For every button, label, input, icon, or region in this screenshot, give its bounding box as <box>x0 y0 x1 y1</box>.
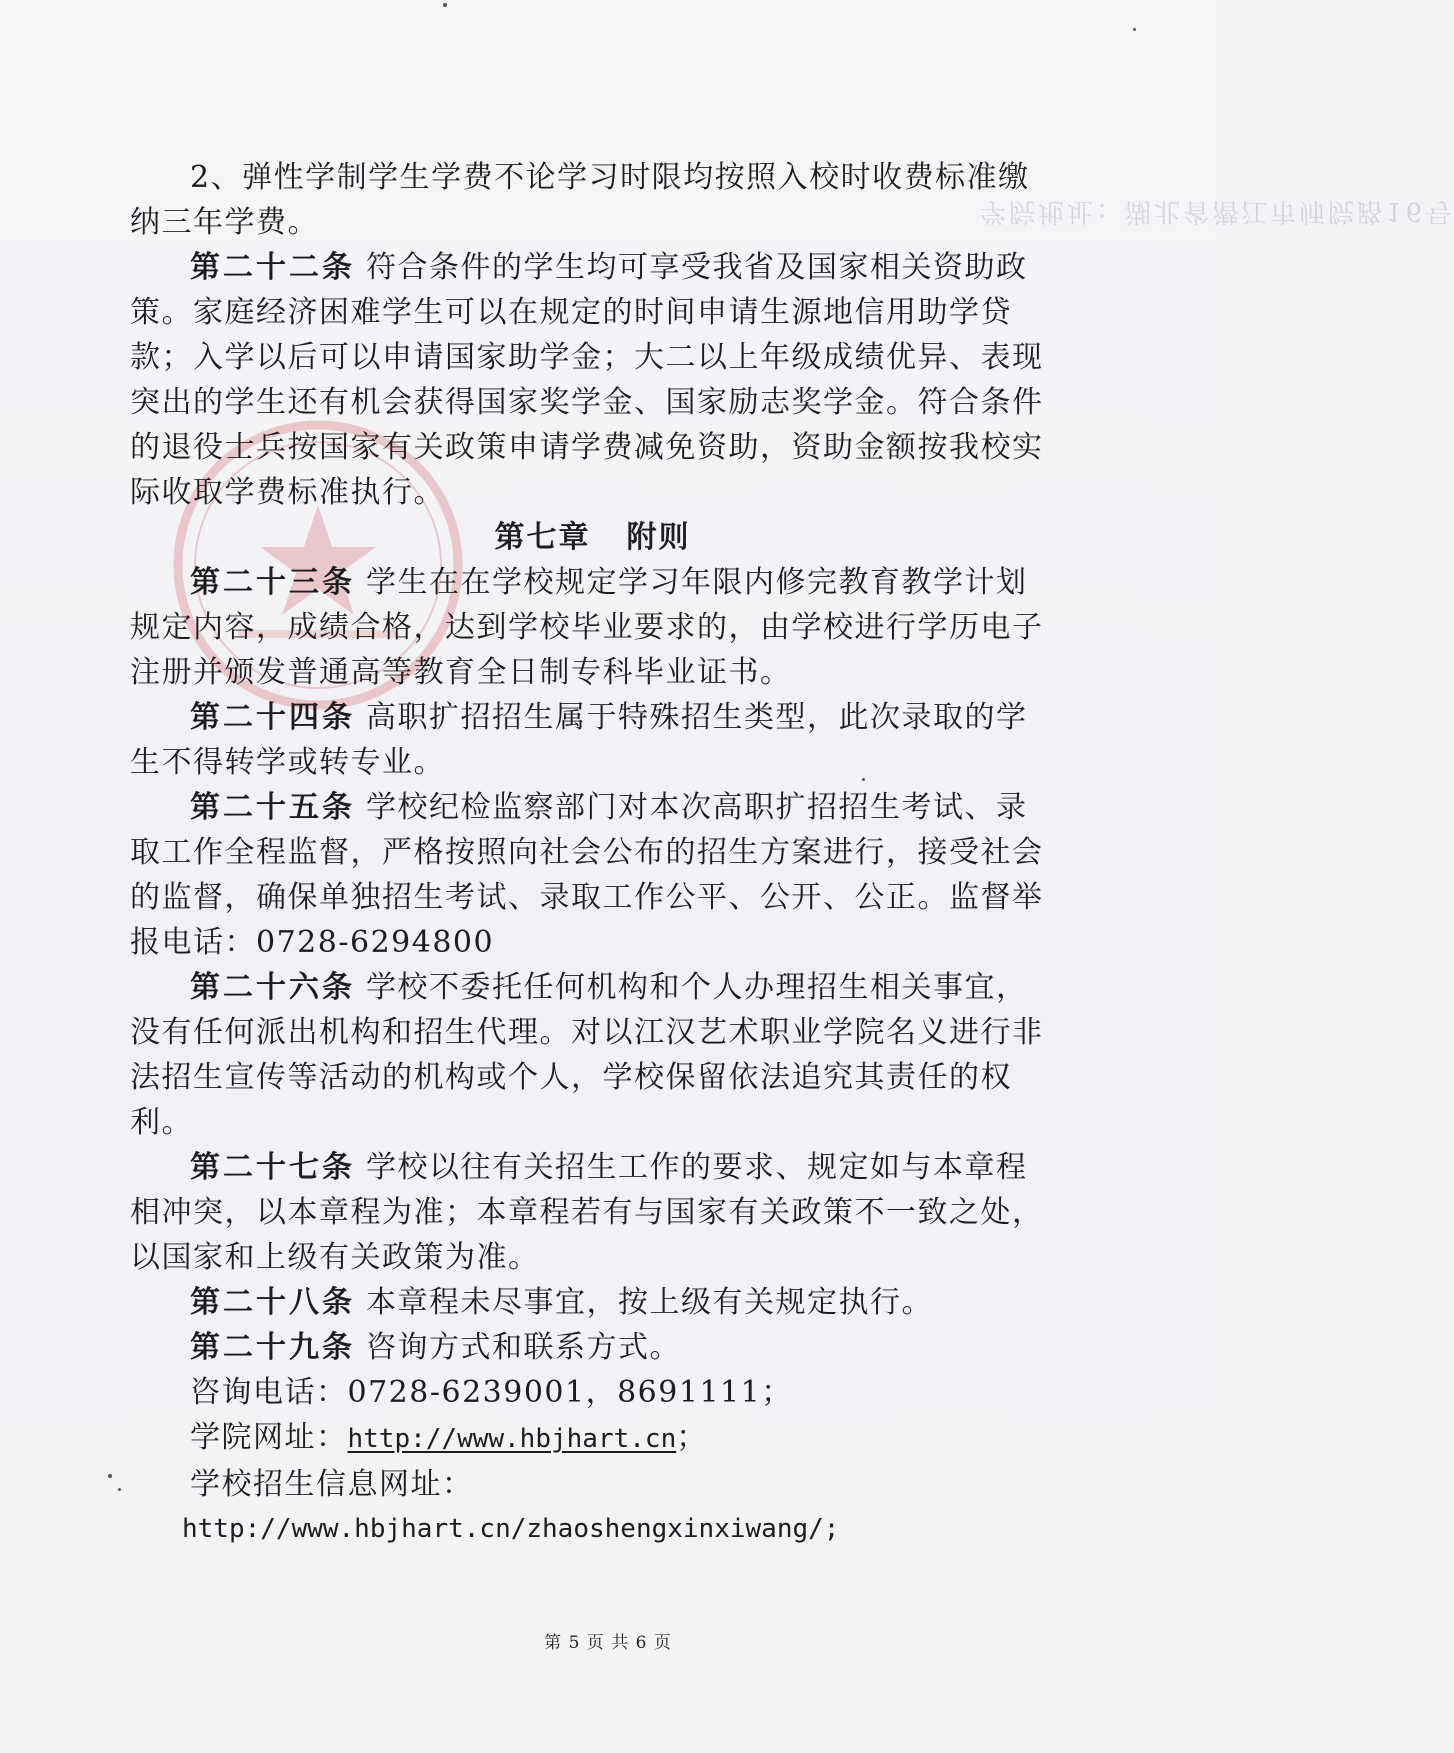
paragraph-text: 咨询方式和联系方式。 <box>355 1330 682 1365</box>
article-number: 第二十二条 <box>190 250 355 285</box>
body-paragraph <box>130 1280 1055 1325</box>
article-number: 第二十五条 <box>190 790 355 825</box>
body-paragraph <box>130 965 1055 1145</box>
article-number: 第二十四条 <box>190 700 355 735</box>
body-paragraph <box>130 695 1055 785</box>
scan-speck <box>1133 28 1136 31</box>
contact-phone-label: 咨询电话： <box>190 1375 348 1410</box>
paragraph-text: 符合条件的学生均可享受我省及国家相关资助政策。家庭经济困难学生可以在规定的时间申请生源地信用助学贷款；入学以后可以申请国家助学金；大二以上年级成绩优异、表现突出的学生还有机会获得国家奖学金、国家励志奖学金。符合条件的退役士兵按国家有关政策申请学费减免资助，资助金额按我校实际收取学费标准执行。 <box>130 250 1044 510</box>
contact-phone-value: 0728-6239001，8691111； <box>347 1375 793 1410</box>
contact-website-suffix: ； <box>676 1420 708 1455</box>
scan-speck <box>118 1488 121 1491</box>
scan-speck <box>108 1474 112 1478</box>
paragraph-text: 学校以往有关招生工作的要求、规定如与本章程相冲突，以本章程为准；本章程若有与国家有关政策不一致之处，以国家和上级有关政策为准。 <box>130 1150 1044 1275</box>
paragraph-text: 学校不委托任何机构和个人办理招生相关事宜，没有任何派出机构和招生代理。对以江汉艺术职业学院名义进行非法招生宣传等活动的机构或个人，学校保留依法追究其责任的权利。 <box>130 970 1044 1140</box>
chapter-title: 附则 <box>626 520 691 555</box>
page-footer: 第 5 页 共 6 页 <box>544 1633 672 1653</box>
scan-speck <box>862 778 865 781</box>
paragraph-text: 学生在在学校规定学习年限内修完教育教学计划规定内容，成绩合格，达到学校毕业要求的，由学校进行学历电子注册并颁发普通高等教育全日制专科毕业证书。 <box>130 565 1044 690</box>
article-number: 第二十八条 <box>190 1285 355 1320</box>
body-paragraph <box>130 245 1055 515</box>
body-paragraph <box>130 560 1055 695</box>
article-number: 第二十九条 <box>190 1330 355 1365</box>
scan-speck <box>443 3 447 7</box>
article-number: 第二十七条 <box>190 1150 355 1185</box>
chapter-heading <box>130 515 1055 560</box>
body-paragraph <box>130 785 1055 965</box>
body-paragraph <box>130 1145 1055 1280</box>
article-number: 第二十六条 <box>190 970 355 1005</box>
body-paragraph <box>130 1325 1055 1370</box>
paragraph-text: 学校纪检监察部门对本次高职扩招招生考试、录取工作全程监督，严格按照向社会公布的招生方案进行，接受社会的监督，确保单独招生考试、录取工作公平、公开、公正。监督举报电话：0728-6294800 <box>130 790 1044 960</box>
article-number: 第二十三条 <box>190 565 355 600</box>
contact-website-label: 学院网址： <box>190 1420 348 1455</box>
website-link[interactable]: http://www.hbjhart.cn <box>347 1424 677 1454</box>
paragraph-text: 高职扩招招生属于特殊招生类型，此次录取的学生不得转学或转专业。 <box>130 700 1028 780</box>
paragraph-text: 2、弹性学制学生学费不论学习时限均按照入校时收费标准缴纳三年学费。 <box>130 160 1030 240</box>
contact-website-line <box>130 1415 1055 1462</box>
paragraph-list <box>130 155 1055 1370</box>
admission-site-url[interactable]: http://www.hbjhart.cn/zhaoshengxinxiwang/; <box>182 1514 840 1544</box>
chapter-number: 第七章 <box>494 520 591 555</box>
document-body <box>130 155 1055 1552</box>
paragraph-text: 本章程未尽事宜，按上级有关规定执行。 <box>355 1285 934 1320</box>
admission-site-label: 学校招生信息网址： <box>190 1467 474 1502</box>
bleed-through-text: 学院地址：湖北省潜江市师院路16号 <box>980 196 1454 226</box>
body-paragraph <box>130 155 1055 245</box>
contact-phone-line <box>130 1370 1055 1415</box>
